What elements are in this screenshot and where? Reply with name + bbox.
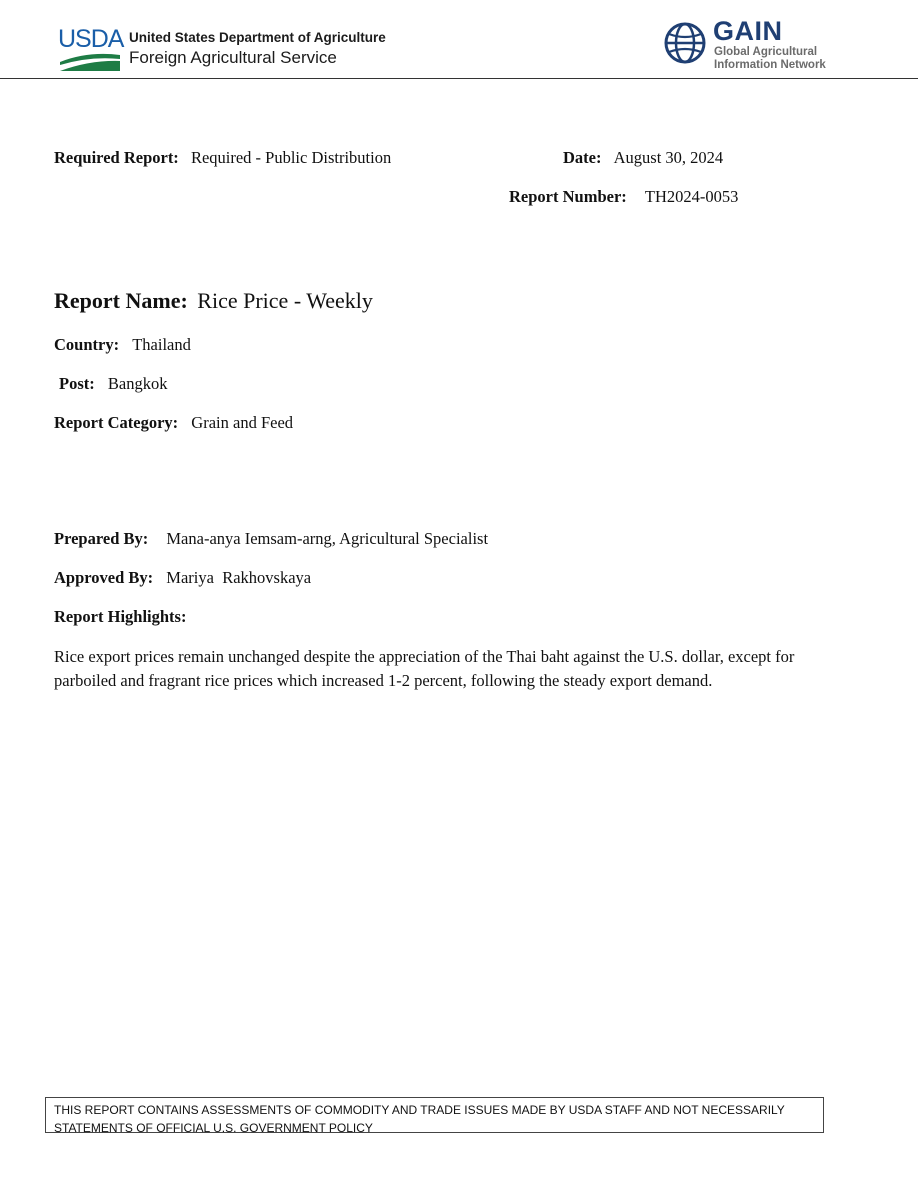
prepared-by-value: Mana-anya Iemsam-arng, Agricultural Specialist [166, 529, 489, 548]
required-report-value: Required - Public Distribution [190, 148, 392, 167]
header-divider [0, 78, 918, 79]
agency-name: Foreign Agricultural Service [129, 48, 337, 67]
country-row [54, 335, 191, 355]
report-number-row [509, 187, 738, 207]
usda-abbr: USDA [58, 25, 124, 53]
post-value: Bangkok [107, 374, 168, 393]
disclaimer-box: THIS REPORT CONTAINS ASSESSMENTS OF COMMODITY AND TRADE ISSUES MADE BY USDA STAFF AND NOT NECESSARILY STATEMENTS OF OFFICIAL U.S. GOVERNMENT POLICY [45, 1097, 824, 1133]
highlights-label: Report Highlights: [54, 607, 187, 626]
highlights-text: Rice export prices remain unchanged despite the appreciation of the Thai baht against the U.S. dollar, except for parboiled and fragrant rice prices which increased 1-2 percent, following the steady export demand. [54, 647, 795, 690]
report-name-value: Rice Price - Weekly [197, 288, 373, 313]
category-value: Grain and Feed [191, 413, 294, 432]
approved-by-row [54, 568, 311, 588]
gain-line-1: Global Agricultural [714, 46, 818, 58]
prepared-by-label: Prepared By: [54, 529, 149, 548]
gain-line-2: Information Network [714, 59, 826, 71]
report-name-label: Report Name: [54, 288, 188, 313]
report-number-label: Report Number: [509, 187, 627, 206]
country-label: Country: [54, 335, 120, 354]
category-label: Report Category: [54, 413, 179, 432]
highlights-row [54, 607, 186, 627]
date-value: August 30, 2024 [613, 148, 724, 167]
required-report-label: Required Report: [54, 148, 179, 167]
approved-by-label: Approved By: [54, 568, 154, 587]
country-value: Thailand [132, 335, 191, 354]
gain-abbr: GAIN [713, 16, 783, 46]
date-label: Date: [563, 148, 602, 167]
post-row [59, 374, 167, 394]
department-name: United States Department of Agriculture [129, 30, 386, 45]
date-row [563, 148, 723, 168]
prepared-by-row [54, 529, 488, 549]
required-report-row [54, 148, 391, 168]
gain-globe-icon [664, 22, 706, 64]
post-label: Post: [59, 374, 95, 393]
usda-logo [58, 27, 122, 73]
approved-by-value: Mariya Rakhovskaya [166, 568, 312, 587]
report-name-row [54, 288, 373, 314]
category-row [54, 413, 293, 433]
usda-logo-icon [60, 51, 120, 71]
report-number-value: TH2024-0053 [644, 187, 739, 206]
